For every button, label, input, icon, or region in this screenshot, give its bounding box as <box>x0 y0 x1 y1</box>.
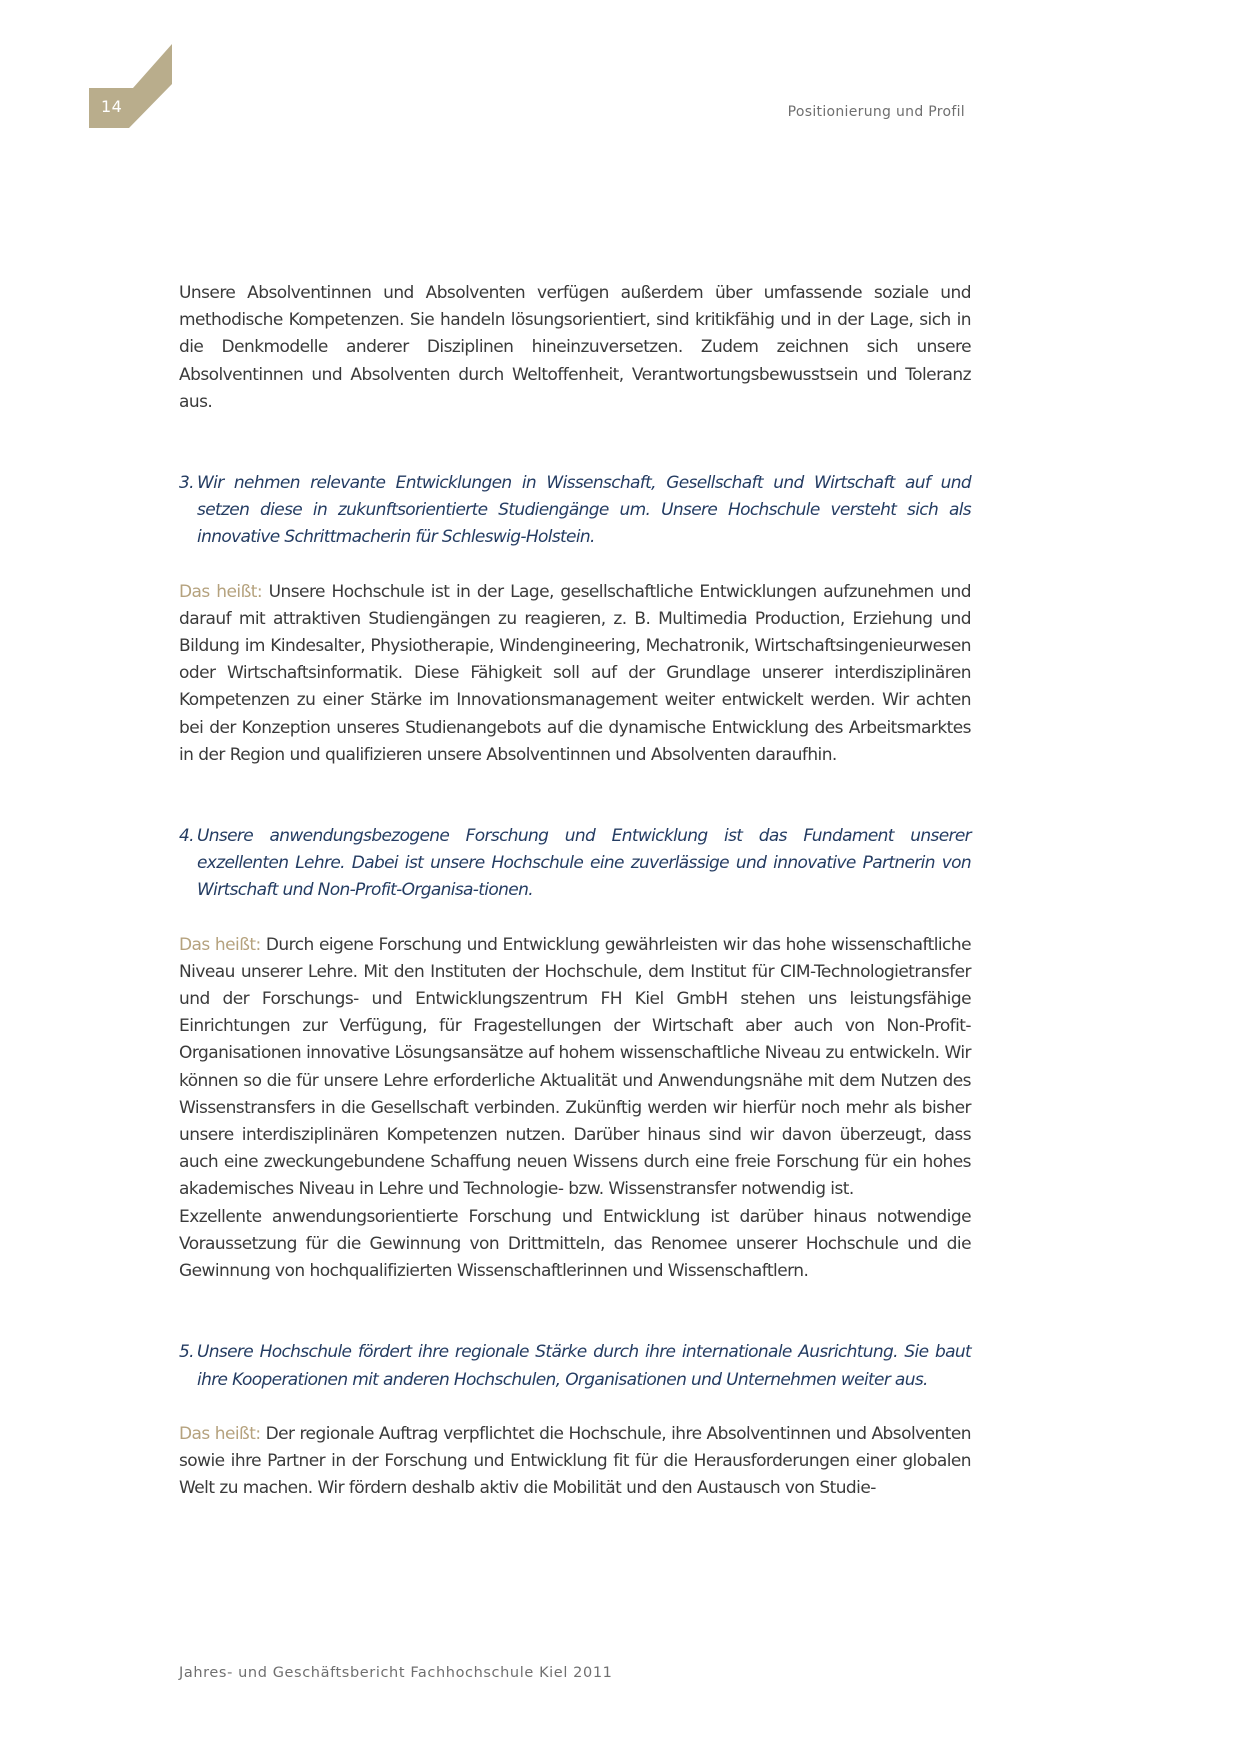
thesis-text: Unsere Hochschule fördert ihre regionale Stärke durch ihre internationale Ausrichtung. Sie baut ihre Kooperationen mit anderen Hochschulen, Organisationen und Unternehmen weiter aus. <box>197 1342 971 1390</box>
explanation-5 <box>179 1421 971 1503</box>
thesis-5 <box>179 1339 971 1393</box>
section-3 <box>179 470 971 769</box>
thesis-3 <box>179 470 971 552</box>
thesis-number: 3. <box>179 473 194 494</box>
explanation-text: Der regionale Auftrag verpflichtet die Hochschule, ihre Absolventinnen und Absolventen sowie ihre Partner in der Forschung und Entwicklung fit für die Herausforderungen einer globalen Welt zu machen. Wir fördern deshalb aktiv die Mobilität und den Austausch von Studie- <box>179 1423 972 1499</box>
thesis-number: 4. <box>179 826 194 847</box>
lead-label: Das heißt: <box>179 934 261 955</box>
thesis-number: 5. <box>179 1342 194 1363</box>
thesis-4 <box>179 823 971 905</box>
explanation-text: Durch eigene Forschung und Entwicklung gewährleisten wir das hohe wissenschaftliche Niveau unserer Lehre. Mit den Instituten der Hochschule, dem Institut für CIM-Technologietransfer und der Forschungs- und Entwicklungszentrum FH Kiel GmbH stehen uns leistungsfähige Einrichtungen zur Verfügung, für Fragestellungen der Wirtschaft aber auch von Non-Profit-Organisationen innovative Lösungsansätze auf hohem wissenschaftliche Niveau zu entwickeln. Wir können so die für unsere Lehre erforderliche Aktualität und Anwendungsnähe mit dem Nutzen des Wissenstransfers in die Gesellschaft verbinden. Zukünftig werden wir hierfür noch mehr als bisher unsere interdisziplinären Kompetenzen nutzen. Darüber hinaus sind wir davon überzeugt, dass auch eine zweckungebundene Schaffung neuen Wissens durch eine freie Forschung für ein hohes akademisches Niveau in Lehre und Technologie- bzw. Wissenstransfer notwendig ist. <box>179 934 971 1200</box>
thesis-text: Wir nehmen relevante Entwicklungen in Wissenschaft, Gesellschaft und Wirtschaft auf und setzen diese in zukunftsorientierte Studiengänge um. Unsere Hochschule versteht sich als innovative Schrittmacherin für Schleswig-Holstein. <box>197 473 971 548</box>
lead-label: Das heißt: <box>179 1423 261 1444</box>
explanation-3 <box>179 579 971 769</box>
main-content <box>179 280 971 1502</box>
explanation-4-continued: Exzellente anwendungsorientierte Forschung und Entwicklung ist darüber hinaus notwendige Voraussetzung für die Gewinnung von Drittmitteln, das Renomee unserer Hochschule und die Gewinnung von hochqualifizierten Wissenschaftlerinnen und Wissenschaftlern. <box>179 1206 971 1282</box>
page-number: 14 <box>101 97 123 116</box>
footer-text: Jahres- und Geschäftsbericht Fachhochschule Kiel 2011 <box>179 1665 613 1681</box>
running-head: Positionierung und Profil <box>787 104 965 120</box>
lead-label: Das heißt: <box>179 581 263 602</box>
intro-paragraph: Unsere Absolventinnen und Absolventen verfügen außerdem über umfassende soziale und methodische Kompetenzen. Sie handeln lösungsorientiert, sind kritikfähig und in der Lage, sich in die Denkmodelle anderer Disziplinen hineinzuversetzen. Zudem zeichnen sich unsere Absolventinnen und Absolventen durch Weltoffenheit, Verantwortungsbewusstsein und Toleranz aus. <box>179 283 971 412</box>
thesis-text: Unsere anwendungsbezogene Forschung und Entwicklung ist das Fundament unserer exzellenten Lehre. Dabei ist unsere Hochschule eine zuverlässige und innovative Partnerin von Wirtschaft und Non-Profit-Organisa-tionen. <box>197 826 971 901</box>
section-5 <box>179 1339 971 1502</box>
explanation-text: Unsere Hochschule ist in der Lage, gesellschaftliche Entwicklungen aufzunehmen und darauf mit attraktiven Studiengängen zu reagieren, z. B. Multimedia Production, Erziehung und Bildung im Kindesalter, Physiotherapie, Windengineering, Mechatronik, Wirtschaftsingenieurwesen oder Wirtschaftsinformatik. Diese Fähigkeit soll auf der Grundlage unserer interdisziplinären Kompetenzen zu einer Stärke im Innovationsmanagement weiter entwickelt werden. Wir achten bei der Konzeption unseres Studienangebots auf die dynamische Entwicklung des Arbeitsmarktes in der Region und qualifizieren unsere Absolventinnen und Absolventen daraufhin. <box>179 581 972 765</box>
section-4 <box>179 823 971 1285</box>
explanation-4 <box>179 932 971 1204</box>
